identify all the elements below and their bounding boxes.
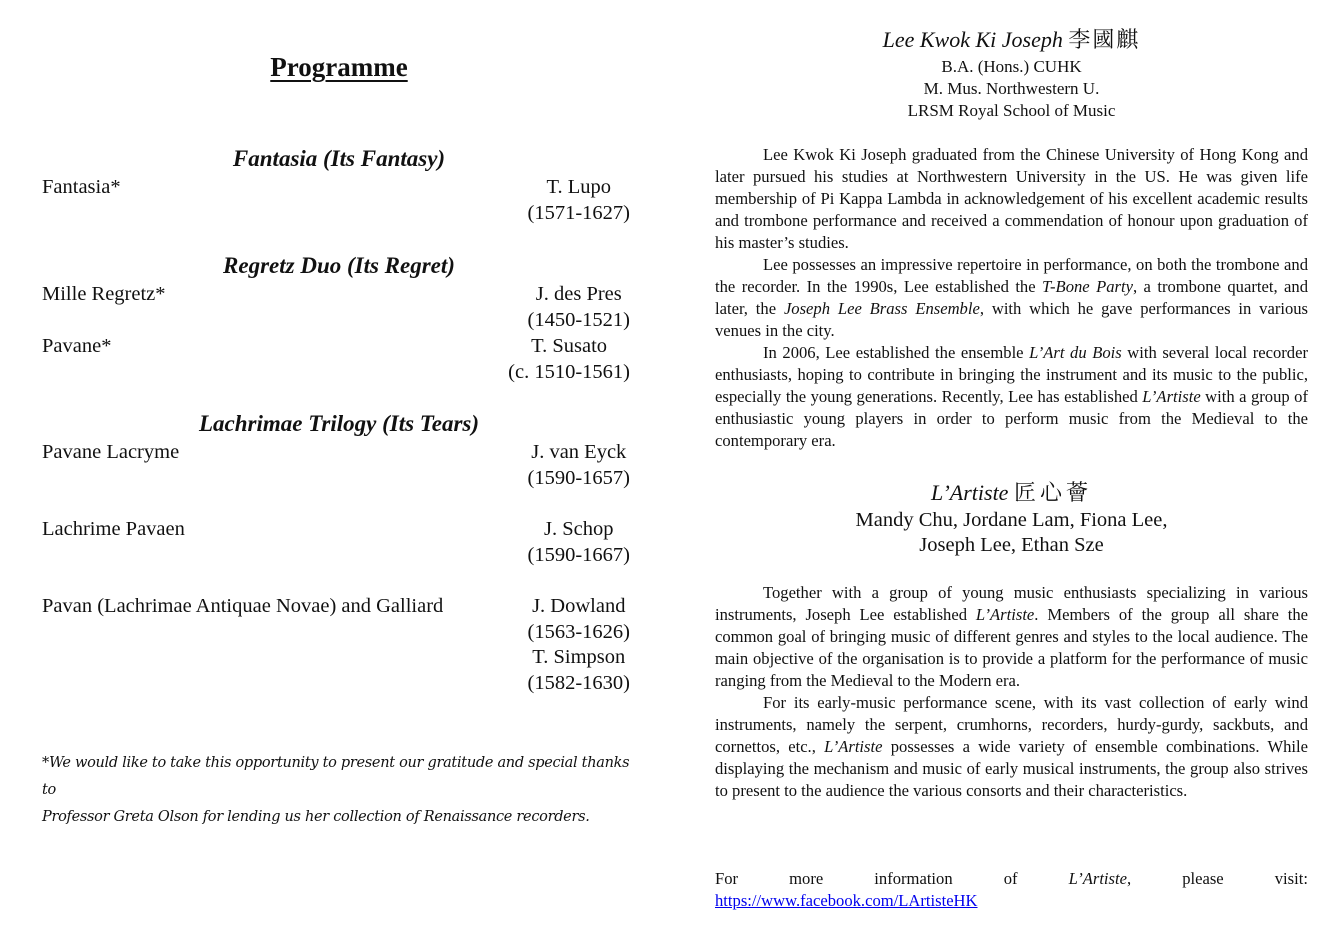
piece-title: Fantasia* bbox=[42, 176, 121, 198]
composer-name: T. Lupo bbox=[546, 176, 612, 198]
composer-name: T. Simpson bbox=[532, 646, 626, 668]
text-run bbox=[1069, 868, 1132, 890]
composer-name: J. des Pres bbox=[535, 283, 622, 305]
ensemble-name-inline: L’Artiste bbox=[975, 605, 1035, 624]
text-run: with several local recorder enthusiasts, hoping to contribute in bringing the instrument and its music to the public, especially the young generations. Recently, Lee has established bbox=[715, 343, 1308, 406]
credentials bbox=[715, 56, 1308, 122]
facebook-link[interactable]: https://www.facebook.com/LArtisteHK bbox=[715, 891, 978, 910]
programme-title: Programme bbox=[270, 52, 408, 82]
ensemble-text bbox=[715, 582, 1308, 802]
ensemble-paragraph bbox=[715, 582, 1308, 692]
ensemble-name-inline: L’Artiste bbox=[1068, 869, 1127, 888]
performer-name-en: Lee Kwok Ki Joseph bbox=[882, 27, 1063, 52]
piece-title: Mille Regretz* bbox=[42, 283, 166, 305]
biography-text bbox=[715, 144, 1308, 452]
text-run: with a group of enthusiastic young players in order to perform music from the Medieval to the contemporary era. bbox=[715, 387, 1308, 450]
text-run: For bbox=[715, 869, 739, 888]
text-run: visit: bbox=[1274, 869, 1308, 888]
ensemble-name-en: L’Artiste bbox=[931, 480, 1009, 505]
composer-dates: (1563-1626) bbox=[527, 620, 630, 643]
ensemble-name-cjk: 匠心薈 bbox=[1013, 481, 1092, 506]
ensemble-name-tbone: T-Bone Party bbox=[1042, 277, 1133, 296]
members-line: Mandy Chu, Jordane Lam, Fiona Lee, bbox=[855, 509, 1168, 531]
section-heading-fantasia: Fantasia (Its Fantasy) bbox=[232, 146, 446, 171]
ensemble-name bbox=[715, 476, 1308, 507]
credential: LRSM Royal School of Music bbox=[907, 101, 1116, 120]
bio-paragraph bbox=[715, 342, 1308, 452]
text-run: information bbox=[874, 869, 953, 888]
ensemble-name-brass: Joseph Lee Brass Ensemble bbox=[783, 299, 980, 318]
text-run: please bbox=[1182, 869, 1224, 888]
credential: B.A. (Hons.) CUHK bbox=[941, 57, 1082, 76]
members-line: Joseph Lee, Ethan Sze bbox=[919, 534, 1104, 556]
bio-paragraph: Lee Kwok Ki Joseph graduated from the Chinese University of Hong Kong and later pursued his studies at Northwestern University in the US. He was given life membership of Pi Kappa Lambda in acknowledgement of his excellent academic results and trombone performance and received a commendation of honour upon graduation of his master’s studies. bbox=[715, 145, 1308, 252]
text-run: For its early-music performance scene, with its vast collection of early wind instruments, namely the serpent, crumhorns, recorders, hurdy-gurdy, sackbuts, and cornettos, etc., bbox=[715, 693, 1308, 756]
text-run: , a trombone quartet, and later, the bbox=[715, 277, 1308, 318]
text-run: . Members of the group all share the common goal of bringing music of different genres and styles to the local audience. The main objective of the organisation is to provide a platform for the performance of music ranging from the Medieval to the Modern era. bbox=[715, 605, 1308, 690]
credential: M. Mus. Northwestern U. bbox=[923, 79, 1100, 98]
more-info bbox=[715, 868, 1308, 912]
text-run: possesses a wide variety of ensemble combinations. While displaying the mechanism and music of early musical instruments, the group also strives to present to the audience the various consorts and their characteristics. bbox=[715, 737, 1308, 800]
composer-dates: (1450-1521) bbox=[527, 308, 630, 331]
ensemble-name-lartdubois: L’Art du Bois bbox=[1029, 343, 1122, 362]
acknowledgement-footnote bbox=[42, 750, 642, 831]
composer-dates: (1582-1630) bbox=[527, 671, 630, 694]
composer-dates: (c. 1510-1561) bbox=[508, 360, 630, 383]
composer-dates: (1571-1627) bbox=[527, 201, 630, 224]
composer-block bbox=[528, 175, 630, 226]
section-heading-regretz: Regretz Duo (Its Regret) bbox=[223, 253, 455, 278]
text-run: of bbox=[1003, 869, 1018, 888]
more-info-line bbox=[715, 868, 1308, 890]
section-heading-lachrimae: Lachrimae Trilogy (Its Tears) bbox=[198, 411, 480, 436]
ensemble-name-lartiste: L’Artiste bbox=[1142, 387, 1201, 406]
composer-name: J. van Eyck bbox=[531, 441, 627, 463]
ensemble-paragraph bbox=[715, 692, 1308, 802]
composer-dates: (1590-1657) bbox=[527, 466, 630, 489]
text-run: , bbox=[1126, 869, 1132, 888]
composer-name: T. Susato bbox=[531, 335, 608, 357]
composer-name: J. Schop bbox=[544, 518, 614, 540]
composer-block bbox=[528, 594, 630, 696]
piece-title: Pavan (Lachrimae Antiquae Novae) and Galliard bbox=[42, 595, 444, 617]
text-run: more bbox=[789, 869, 824, 888]
performer-name-cjk: 李國麒 bbox=[1068, 28, 1141, 53]
text-run: , with which he gave performances in various venues in the city. bbox=[715, 299, 1309, 340]
text-run: In 2006, Lee established the ensemble bbox=[763, 343, 1030, 362]
piece-title: Lachrime Pavaen bbox=[42, 518, 185, 540]
performer-name bbox=[715, 23, 1308, 54]
ensemble-members bbox=[715, 508, 1308, 558]
ensemble-name-inline: L’Artiste bbox=[824, 737, 883, 756]
composer-block bbox=[528, 282, 630, 333]
text-run: Lee possesses an impressive repertoire in performance, on both the trombone and the recorder. In the 1990s, Lee established the bbox=[715, 255, 1308, 296]
composer-block bbox=[528, 440, 630, 491]
piece-title: Pavane* bbox=[42, 335, 112, 357]
footnote-line: *We would like to take this opportunity to present our gratitude and special thanks to bbox=[42, 755, 630, 798]
text-run: Together with a group of young music enthusiasts specializing in various instruments, Joseph Lee established bbox=[715, 583, 1308, 624]
composer-name: J. Dowland bbox=[532, 595, 626, 617]
composer-block bbox=[508, 334, 630, 385]
composer-block bbox=[528, 517, 630, 568]
piece-title: Pavane Lacryme bbox=[42, 441, 180, 463]
footnote-line: Professor Greta Olson for lending us her collection of Renaissance recorders. bbox=[42, 809, 590, 825]
bio-paragraph bbox=[715, 254, 1308, 342]
composer-dates: (1590-1667) bbox=[527, 543, 630, 566]
